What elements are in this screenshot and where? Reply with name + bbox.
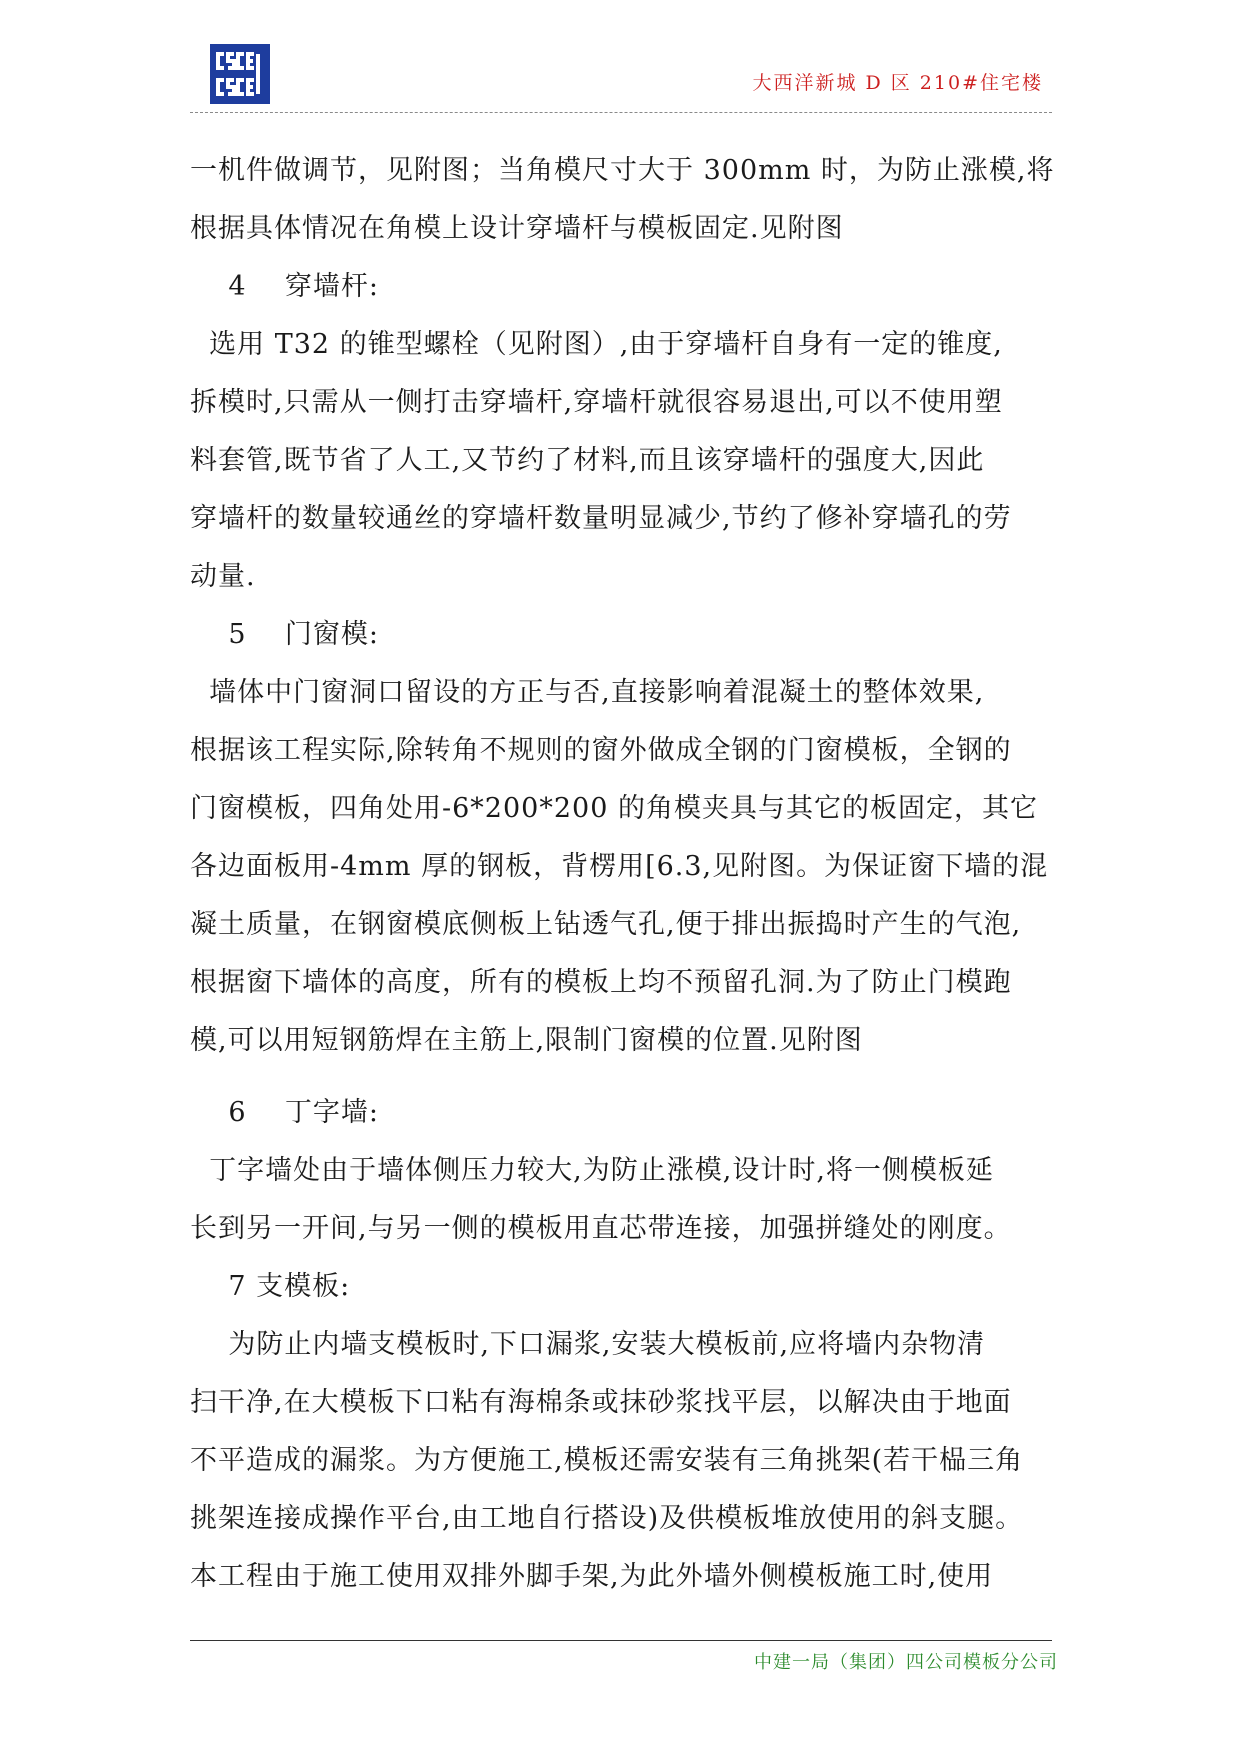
text-line: 动量. — [190, 561, 256, 592]
section-heading: 7 支模板: — [190, 1271, 351, 1302]
section-heading: 6 丁字墙: — [190, 1097, 379, 1128]
text-line: 根据具体情况在角模上设计穿墙杆与模板固定.见附图 — [190, 213, 844, 244]
text-line: 根据窗下墙体的高度，所有的模板上均不预留孔洞.为了防止门模跑 — [190, 967, 1012, 998]
project-title: 大西洋新城 D 区 210#住宅楼 — [752, 72, 1043, 94]
header-divider — [190, 112, 1052, 113]
document-body — [190, 142, 1060, 1606]
section-heading: 4 穿墙杆: — [190, 271, 379, 302]
text-line: 各边面板用-4mm 厚的钢板，背楞用[6.3,见附图。为保证窗下墙的混 — [190, 851, 1049, 882]
text-line: 凝土质量，在钢窗模底侧板上钻透气孔,便于排出振捣时产生的气泡, — [190, 909, 1022, 940]
company-name: 中建一局（集团）四公司模板分公司 — [754, 1652, 1058, 1673]
text-line: 本工程由于施工使用双排外脚手架,为此外墙外侧模板施工时,使用 — [190, 1561, 994, 1592]
text-line: 料套管,既节省了人工,又节约了材料,而且该穿墙杆的强度大,因此 — [190, 445, 985, 476]
text-line: 丁字墙处由于墙体侧压力较大,为防止涨模,设计时,将一侧模板延 — [190, 1155, 994, 1186]
text-line: 穿墙杆的数量较通丝的穿墙杆数量明显减少,节约了修补穿墙孔的劳 — [190, 503, 1012, 534]
text-line: 挑架连接成操作平台,由工地自行搭设)及供模板堆放使用的斜支腿。 — [190, 1503, 1024, 1534]
text-line: 一机件做调节，见附图；当角模尺寸大于 300mm 时，为防止涨模,将 — [190, 155, 1055, 186]
text-line: 为防止内墙支模板时,下口漏浆,安装大模板前,应将墙内杂物清 — [190, 1329, 986, 1360]
text-line: 根据该工程实际,除转角不规则的窗外做成全钢的门窗模板，全钢的 — [190, 735, 1012, 766]
text-line: 扫干净,在大模板下口粘有海棉条或抹砂浆找平层，以解决由于地面 — [190, 1387, 1012, 1418]
text-line: 拆模时,只需从一侧打击穿墙杆,穿墙杆就很容易退出,可以不使用塑 — [190, 387, 1003, 418]
text-line: 不平造成的漏浆。为方便施工,模板还需安装有三角挑架(若干榀三角 — [190, 1445, 1024, 1476]
text-line: 门窗模板，四角处用-6*200*200 的角模夹具与其它的板固定，其它 — [190, 793, 1038, 824]
text-line: 墙体中门窗洞口留设的方正与否,直接影响着混凝土的整体效果, — [190, 677, 985, 708]
text-line: 模,可以用短钢筋焊在主筋上,限制门窗模的位置.见附图 — [190, 1025, 863, 1056]
text-line: 长到另一开间,与另一侧的模板用直芯带连接，加强拼缝处的刚度。 — [190, 1213, 1012, 1244]
company-logo — [210, 44, 270, 104]
footer-divider — [190, 1640, 1052, 1641]
section-heading: 5 门窗模: — [190, 619, 379, 650]
paragraph-gap — [190, 1070, 1060, 1084]
text-line: 选用 T32 的锥型螺栓（见附图）,由于穿墙杆自身有一定的锥度, — [190, 329, 1003, 360]
